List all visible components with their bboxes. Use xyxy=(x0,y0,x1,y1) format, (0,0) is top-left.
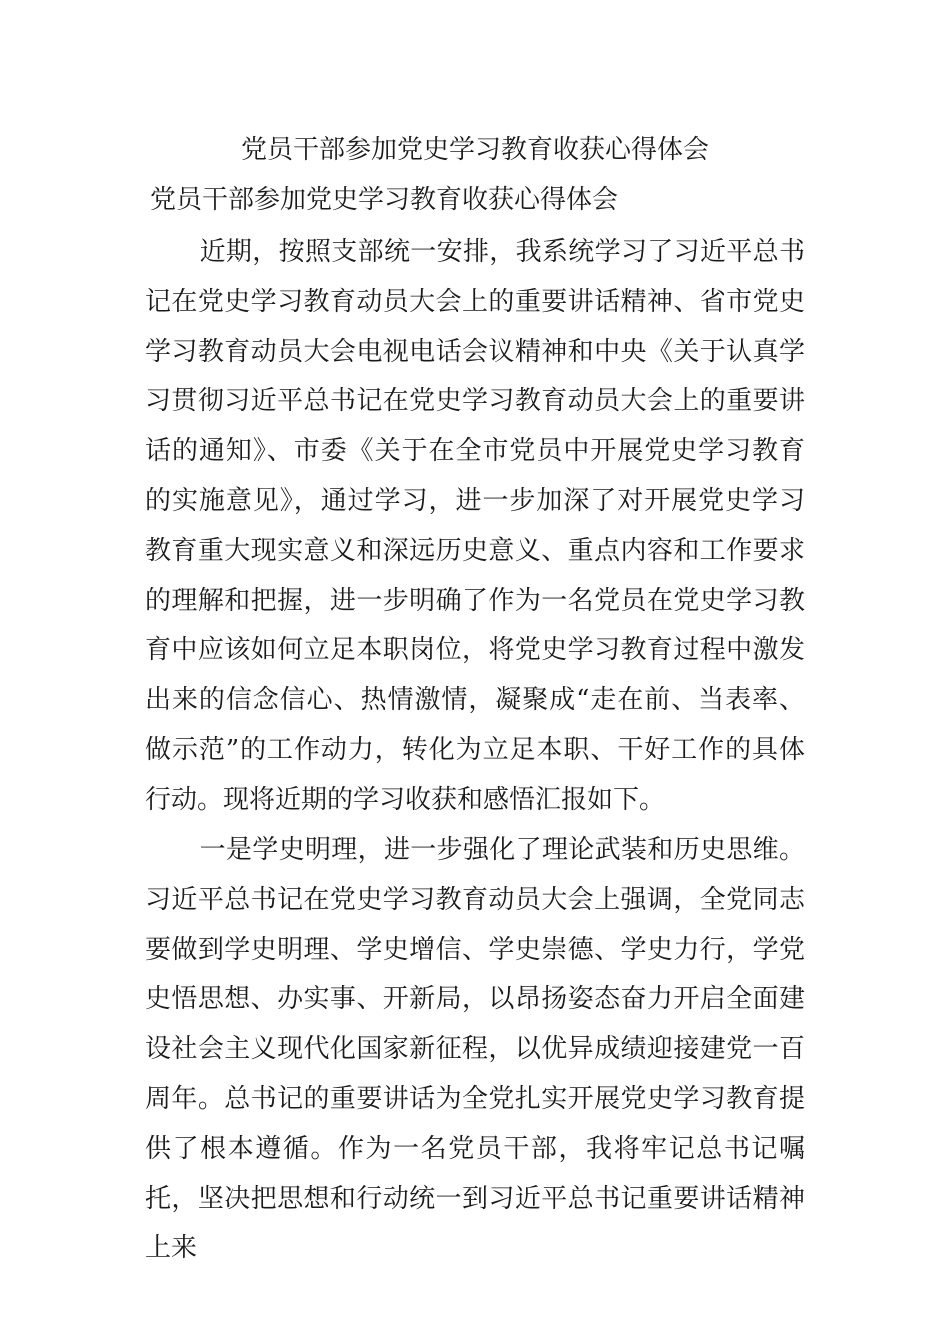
document-title: 党员干部参加党史学习教育收获心得体会 xyxy=(240,135,709,165)
body-paragraph: 近期，按照支部统一安排，我系统学习了习近平总书记在党史学习教育动员大会上的重要讲话精神、省市党史学习教育动员大会电视电话会议精神和中央《关于认真学习贯彻习近平总书记在党史学习教育动员大会上的重要讲话的通知》、市委《关于在全市党员中开展党史学习教育的实施意见》，通过学习，进一步加深了对开展党史学习教育重大现实意义和深远历史意义、重点内容和工作要求的理解和把握，进一步明确了作为一名党员在党史学习教育中应该如何立足本职岗位，将党史学习教育过程中激发出来的信念信心、热情激情，凝聚成“走在前、当表率、做示范”的工作动力，转化为立足本职、干好工作的具体行动。现将近期的学习收获和感悟汇报如下。 xyxy=(145,237,805,815)
document-subtitle: 党员干部参加党史学习教育收获心得体会 xyxy=(150,185,619,215)
body-paragraph: 一是学史明理，进一步强化了理论武装和历史思维。习近平总书记在党史学习教育动员大会上强调，全党同志要做到学史明理、学史增信、学史崇德、学史力行，学党史悟思想、办实事、开新局，以昂扬姿态奋力开启全面建设社会主义现代化国家新征程，以优异成绩迎接建党一百周年。总书记的重要讲话为全党扎实开展党史学习教育提供了根本遵循。作为一名党员干部，我将牢记总书记嘱托，坚决把思想和行动统一到习近平总书记重要讲话精神上来 xyxy=(145,835,805,1264)
